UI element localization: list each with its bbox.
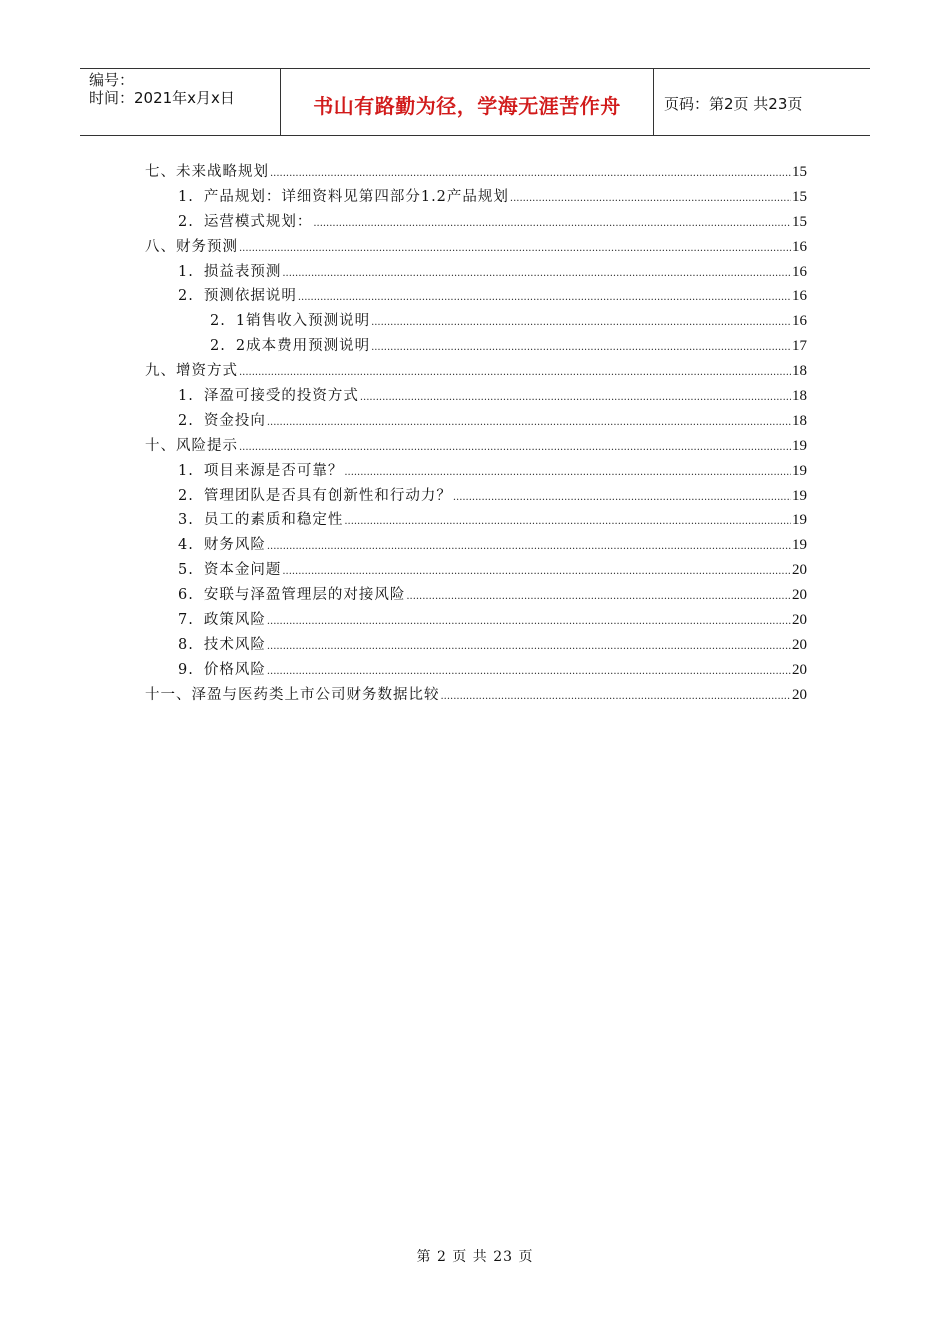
- toc-entry-page: 16: [792, 263, 807, 280]
- toc-leader-dots: [267, 616, 791, 627]
- toc-leader-dots: [298, 292, 791, 303]
- toc-entry-number: 8.: [178, 636, 194, 653]
- toc-entry-title: 政策风险: [203, 612, 266, 629]
- toc-entry-page: 19: [792, 537, 807, 554]
- header-motto: 书山有路勤为径，学海无涯苦作舟: [281, 69, 654, 135]
- toc-entry[interactable]: [145, 658, 807, 683]
- toc-entry-page: 20: [792, 661, 807, 678]
- toc-entry-number: 1.: [178, 263, 194, 280]
- header-meta: [80, 69, 281, 135]
- toc-leader-dots: [282, 268, 791, 279]
- toc-entry[interactable]: [145, 533, 807, 558]
- toc-entry-number: 4.: [178, 537, 194, 554]
- toc-entry[interactable]: [145, 185, 807, 210]
- toc-entry-page: 19: [792, 487, 807, 504]
- toc-entry-title: 员工的素质和稳定性: [203, 512, 344, 529]
- table-of-contents: [145, 160, 807, 708]
- toc-entry[interactable]: [145, 260, 807, 285]
- toc-entry-page: 20: [792, 636, 807, 653]
- toc-entry-number: 7.: [178, 612, 194, 629]
- toc-entry[interactable]: [145, 359, 807, 384]
- toc-entry-number: 2.: [178, 487, 194, 504]
- toc-leader-dots: [453, 492, 791, 503]
- header-page-info: 页码：第2页 共23页: [664, 94, 803, 113]
- toc-entry-title: 管理团队是否具有创新性和行动力？: [203, 487, 452, 504]
- toc-leader-dots: [360, 392, 791, 403]
- toc-leader-dots: [267, 541, 791, 552]
- toc-entry-title: 项目来源是否可靠？: [203, 462, 344, 479]
- toc-entry-page: 15: [792, 164, 807, 180]
- toc-entry[interactable]: [145, 633, 807, 658]
- toc-entry-number: 2.: [178, 412, 194, 429]
- toc-entry-title: 损益表预测: [203, 263, 282, 280]
- toc-entry-page: 19: [792, 512, 807, 529]
- toc-entry-page: 16: [792, 313, 807, 330]
- toc-entry-page: 16: [792, 288, 807, 305]
- toc-entry-title: 安联与泽盈管理层的对接风险: [203, 587, 406, 604]
- toc-entry-number: 1.: [178, 388, 194, 405]
- toc-leader-dots: [267, 666, 791, 677]
- toc-entry-page: 16: [792, 238, 807, 255]
- toc-entry[interactable]: [145, 210, 807, 235]
- toc-entry[interactable]: [145, 235, 807, 260]
- toc-leader-dots: [313, 218, 791, 229]
- toc-entry-title: 财务风险: [203, 537, 266, 554]
- toc-leader-dots: [267, 417, 791, 428]
- toc-entry-title: 预测依据说明: [203, 288, 297, 305]
- toc-entry-title: 资本金问题: [203, 562, 282, 579]
- toc-leader-dots: [510, 193, 791, 204]
- toc-leader-dots: [344, 516, 791, 527]
- toc-entry-number: 6.: [178, 587, 194, 604]
- toc-entry-page: 20: [792, 587, 807, 604]
- toc-entry-title: 七、未来战略规划: [145, 164, 269, 180]
- toc-entry-title: 十、风险提示: [145, 437, 238, 454]
- toc-entry[interactable]: [145, 608, 807, 633]
- toc-entry-page: 18: [792, 388, 807, 405]
- toc-leader-dots: [441, 691, 792, 702]
- toc-entry-title: 九、增资方式: [145, 363, 238, 380]
- toc-entry[interactable]: [145, 384, 807, 409]
- toc-entry[interactable]: [145, 683, 807, 708]
- toc-entry-number: 3.: [178, 512, 194, 529]
- toc-entry[interactable]: [145, 284, 807, 309]
- toc-entry[interactable]: [145, 334, 807, 359]
- toc-entry-page: 18: [792, 412, 807, 429]
- toc-entry-page: 18: [792, 363, 807, 380]
- toc-entry-number: 2.: [178, 213, 194, 230]
- toc-entry-title: 十一、泽盈与医药类上市公司财务数据比较: [145, 686, 440, 703]
- toc-leader-dots: [371, 317, 791, 328]
- toc-entry[interactable]: [145, 309, 807, 334]
- toc-entry-page: 20: [792, 612, 807, 629]
- toc-leader-dots: [282, 566, 791, 577]
- toc-leader-dots: [344, 467, 791, 478]
- date-label: 时间：2021年x月x日: [89, 89, 235, 107]
- toc-entry-number: 1.: [178, 188, 194, 205]
- toc-entry-title: 泽盈可接受的投资方式: [203, 388, 359, 405]
- toc-entry-number: 9.: [178, 661, 194, 678]
- toc-entry-title: 资金投向: [203, 412, 266, 429]
- toc-entry-page: 20: [792, 562, 807, 579]
- code-label: 编号：: [89, 71, 135, 89]
- toc-entry-title: 价格风险: [203, 661, 266, 678]
- toc-entry-page: 15: [792, 213, 807, 230]
- toc-entry-page: 19: [792, 462, 807, 479]
- toc-entry-number: 2.: [178, 288, 194, 305]
- toc-leader-dots: [406, 591, 791, 602]
- toc-leader-dots: [267, 641, 791, 652]
- toc-entry-title: 2成本费用预测说明: [235, 338, 371, 355]
- toc-entry[interactable]: [145, 434, 807, 459]
- toc-entry-number: 5.: [178, 562, 194, 579]
- toc-leader-dots: [239, 243, 791, 254]
- toc-entry-page: 20: [792, 686, 807, 703]
- toc-entry-title: 产品规划：详细资料见第四部分1.2产品规划: [203, 188, 509, 205]
- toc-entry[interactable]: [145, 459, 807, 484]
- toc-entry-number: 2.: [210, 338, 226, 355]
- toc-entry-page: 15: [792, 188, 807, 205]
- page-header: [80, 68, 870, 136]
- toc-entry-page: 17: [792, 338, 807, 355]
- toc-leader-dots: [371, 342, 791, 353]
- toc-entry-number: 1.: [178, 462, 194, 479]
- toc-entry[interactable]: [145, 409, 807, 434]
- toc-leader-dots: [270, 168, 791, 179]
- toc-entry-title: 运营模式规划：: [203, 213, 313, 230]
- toc-entry[interactable]: [145, 508, 807, 533]
- toc-entry-title: 八、财务预测: [145, 238, 238, 255]
- toc-entry-number: 2.: [210, 313, 226, 330]
- toc-entry[interactable]: [145, 558, 807, 583]
- toc-entry[interactable]: [145, 484, 807, 509]
- toc-leader-dots: [239, 367, 791, 378]
- toc-entry[interactable]: [145, 583, 807, 608]
- toc-entry-page: 19: [792, 437, 807, 454]
- toc-entry-title: 1销售收入预测说明: [235, 313, 371, 330]
- toc-entry-title: 技术风险: [203, 636, 266, 653]
- toc-entry[interactable]: [145, 160, 807, 185]
- page-footer: 第 2 页 共 23 页: [416, 1249, 534, 1265]
- toc-leader-dots: [239, 442, 791, 453]
